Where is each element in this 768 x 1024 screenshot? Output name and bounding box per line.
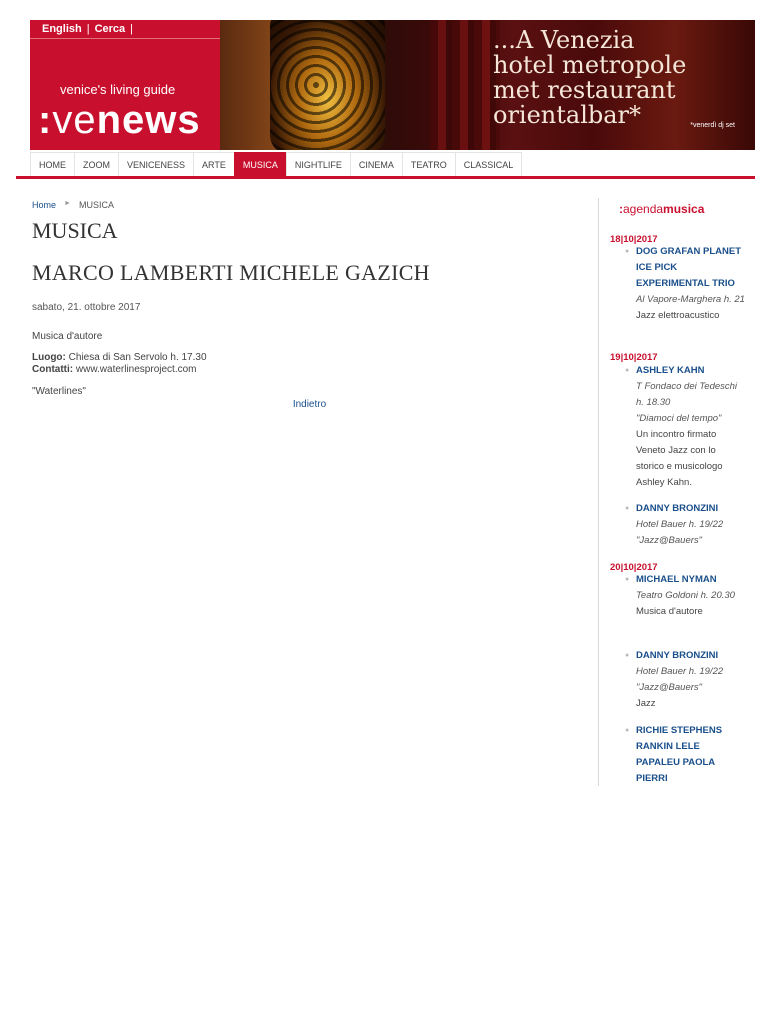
event-venue: Hotel Bauer h. 19/22 bbox=[636, 519, 724, 530]
event-detail: Jazz elettroacustico bbox=[636, 310, 720, 321]
agenda-colon: : bbox=[619, 202, 623, 216]
english-link[interactable]: English bbox=[42, 23, 82, 35]
event-venue: Al Vapore-Marghera h. 21 bbox=[636, 294, 745, 305]
back-link[interactable]: Indietro bbox=[292, 399, 327, 410]
event-detail: Musica d'autore bbox=[636, 606, 703, 617]
breadcrumb-home[interactable]: Home bbox=[32, 200, 57, 210]
promo-line: hotel metropole bbox=[493, 51, 687, 79]
article-quote: "Waterlines" bbox=[32, 386, 86, 397]
article-description: Musica d'autore bbox=[32, 331, 103, 342]
event-venue: Teatro Goldoni h. 20.30 bbox=[636, 590, 735, 601]
nav-arte[interactable]: ARTE bbox=[193, 152, 235, 177]
event-detail: Jazz bbox=[636, 698, 656, 709]
promo-line: met restaurant bbox=[493, 76, 676, 104]
agenda-date: 20|10|2017 bbox=[610, 562, 658, 573]
site-header bbox=[30, 20, 755, 150]
article bbox=[32, 200, 577, 410]
nav-divider bbox=[16, 176, 755, 179]
event-name[interactable]: RICHIE STEPHENS RANKIN LELE PAPALEU PAOLA PIERRI bbox=[636, 725, 723, 784]
agenda-event bbox=[625, 648, 746, 712]
article-date: sabato, 21. ottobre 2017 bbox=[32, 302, 141, 313]
agenda-event bbox=[625, 723, 746, 787]
nav-home[interactable]: HOME bbox=[30, 152, 75, 177]
logo-ve: ve bbox=[52, 98, 97, 142]
event-subtitle: "Jazz@Bauers" bbox=[636, 535, 703, 546]
promo-line: ...A Venezia bbox=[493, 26, 635, 54]
promo-note: *venerdì dj set bbox=[690, 122, 735, 129]
agenda-date: 19|10|2017 bbox=[610, 352, 658, 363]
event-subtitle: "Jazz@Bauers" bbox=[636, 682, 703, 693]
bullet-icon: ● bbox=[625, 652, 630, 659]
logo-news: news bbox=[96, 98, 201, 142]
nav-nightlife[interactable]: NIGHTLIFE bbox=[286, 152, 351, 177]
tagline: venice's living guide bbox=[60, 82, 176, 97]
event-subtitle: "Diamoci del tempo" bbox=[636, 413, 722, 424]
separator: | bbox=[86, 23, 90, 35]
separator: | bbox=[130, 23, 134, 35]
luogo-label: Luogo: bbox=[32, 352, 66, 363]
agenda-sidebar bbox=[598, 198, 749, 786]
event-name[interactable]: ASHLEY KAHN bbox=[636, 365, 705, 376]
agenda-date: 18|10|2017 bbox=[610, 234, 658, 245]
breadcrumb-current: MUSICA bbox=[78, 200, 114, 210]
main-nav bbox=[30, 152, 755, 179]
nav-teatro[interactable]: TEATRO bbox=[402, 152, 456, 177]
agenda-title-light: agenda bbox=[623, 202, 664, 216]
nav-zoom[interactable]: ZOOM bbox=[74, 152, 119, 177]
lantern-image bbox=[270, 20, 385, 150]
cerca-link[interactable]: Cerca bbox=[94, 23, 126, 35]
event-detail: Un incontro firmato Veneto Jazz con lo storico e musicologo Ashley Kahn. bbox=[636, 429, 723, 488]
brand-panel bbox=[30, 20, 220, 150]
article-meta bbox=[32, 352, 577, 376]
promo-text bbox=[493, 28, 753, 128]
event-name[interactable]: DOG GRAFAN PLANET ICE PICK EXPERIMENTAL TRIO bbox=[636, 246, 742, 289]
nav-classical[interactable]: CLASSICAL bbox=[455, 152, 523, 177]
curtain-image bbox=[430, 20, 500, 150]
agenda-event bbox=[625, 501, 746, 549]
breadcrumb bbox=[32, 200, 577, 216]
event-venue: Hotel Bauer h. 19/22 bbox=[636, 666, 724, 677]
logo-colon: : bbox=[38, 98, 53, 142]
breadcrumb-arrow-icon: ► bbox=[64, 200, 71, 207]
agenda-title-bold: musica bbox=[663, 202, 705, 216]
bullet-icon: ● bbox=[625, 576, 630, 583]
agenda-event bbox=[625, 572, 746, 620]
contatti-value: www.waterlinesproject.com bbox=[75, 364, 197, 375]
agenda-title bbox=[619, 202, 704, 216]
section-heading: MUSICA bbox=[32, 218, 118, 243]
agenda-event bbox=[625, 363, 746, 491]
promo-banner[interactable] bbox=[220, 20, 755, 150]
agenda-event bbox=[625, 244, 746, 324]
bullet-icon: ● bbox=[625, 727, 630, 734]
nav-veniceness[interactable]: VENICENESS bbox=[118, 152, 194, 177]
promo-line: orientalbar* bbox=[493, 101, 642, 129]
bullet-icon: ● bbox=[625, 248, 630, 255]
top-links bbox=[30, 20, 220, 39]
event-name[interactable]: DANNY BRONZINI bbox=[636, 650, 719, 661]
nav-cinema[interactable]: CINEMA bbox=[350, 152, 403, 177]
bullet-icon: ● bbox=[625, 367, 630, 374]
bullet-icon: ● bbox=[625, 505, 630, 512]
event-venue: T Fondaco dei Tedeschi h. 18.30 bbox=[636, 381, 738, 408]
event-name[interactable]: MICHAEL NYMAN bbox=[636, 574, 717, 585]
luogo-value: Chiesa di San Servolo h. 17.30 bbox=[68, 352, 207, 363]
venews-logo[interactable] bbox=[38, 98, 201, 143]
nav-musica[interactable]: MUSICA bbox=[234, 152, 287, 177]
event-name[interactable]: DANNY BRONZINI bbox=[636, 503, 719, 514]
article-title: MARCO LAMBERTI MICHELE GAZICH bbox=[32, 260, 430, 285]
contatti-label: Contatti: bbox=[32, 364, 74, 375]
